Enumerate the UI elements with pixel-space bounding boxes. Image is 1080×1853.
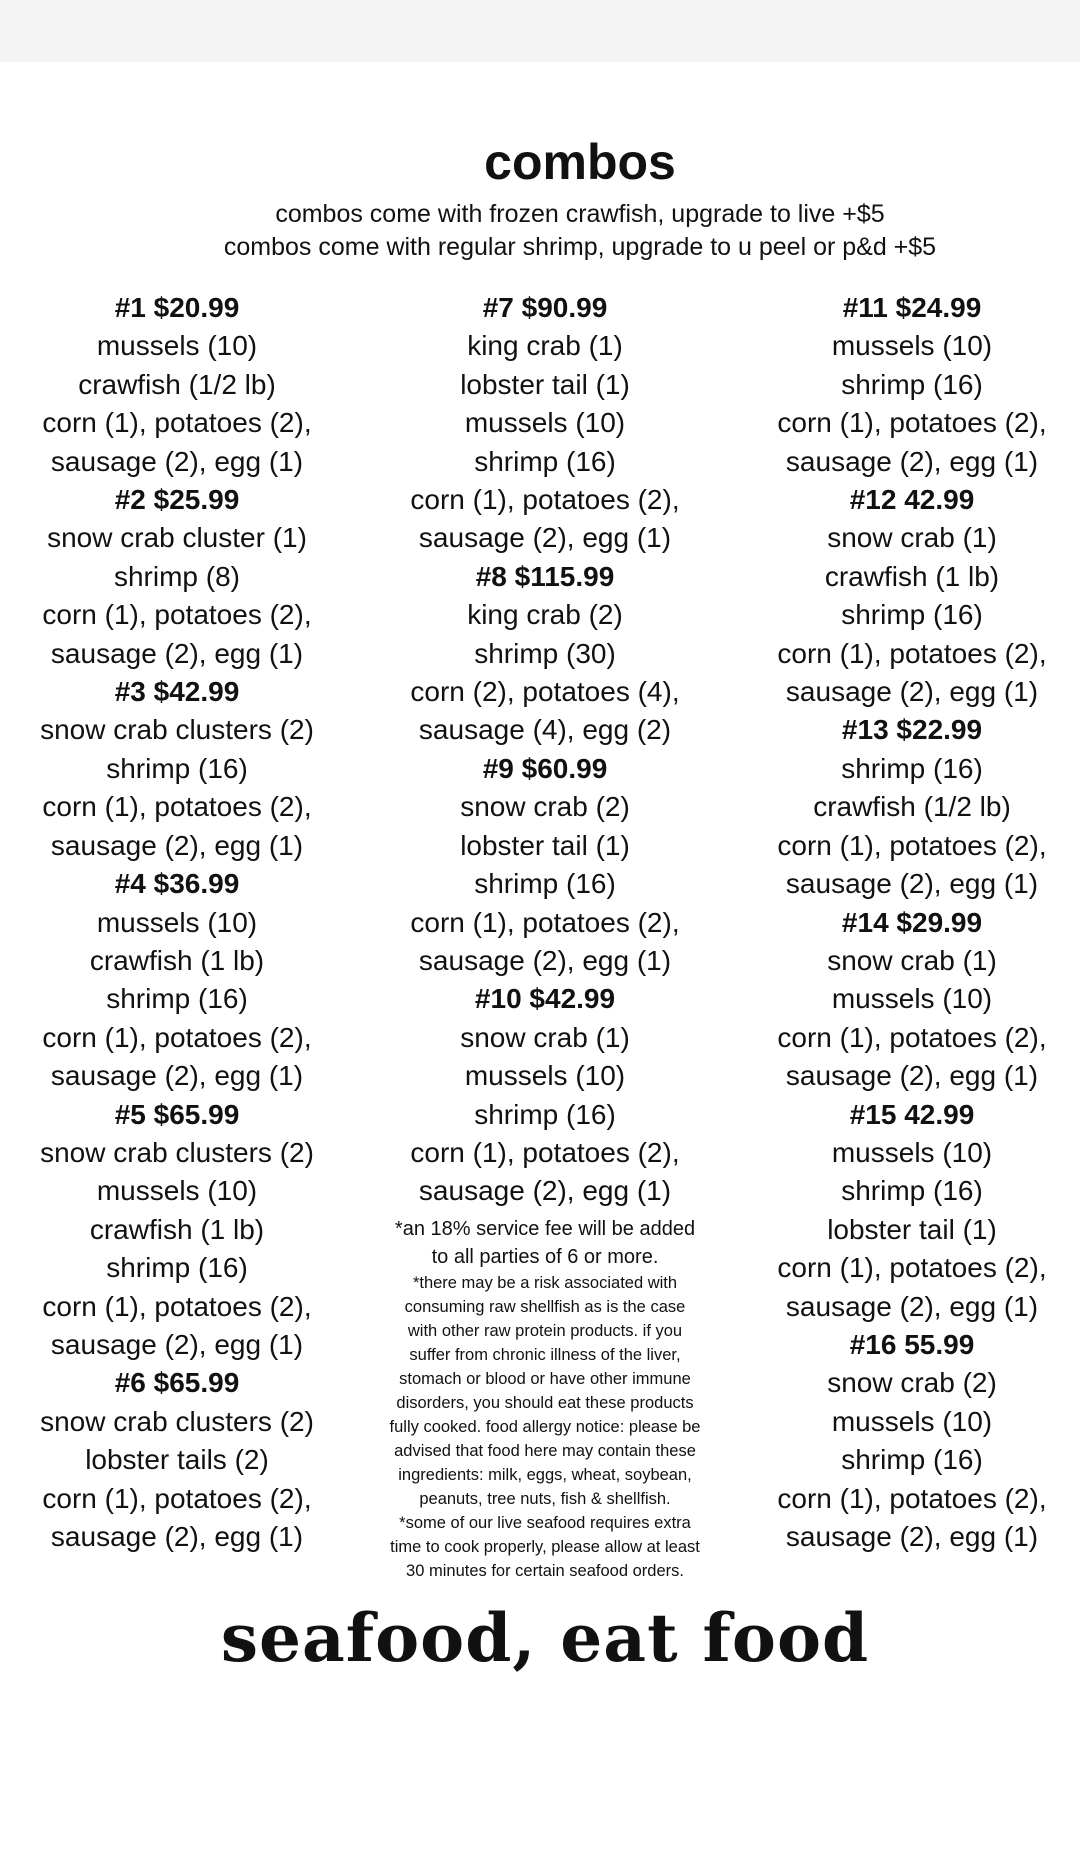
combo-title: #5 $65.99 [114,1098,240,1130]
combo-item: corn (1), potatoes (2), [777,1252,1047,1284]
combo-item: lobster tail (1) [460,368,630,400]
combo-item: shrimp (16) [106,983,248,1015]
combo-item: corn (1), potatoes (2), [42,791,312,823]
combo-item: mussels (10) [464,1060,626,1092]
combo-block [380,750,710,980]
combo-item: corn (1), potatoes (2), [777,637,1047,669]
combo-block [380,558,710,750]
combo-item: sausage (2), egg (1) [785,1521,1039,1552]
combo-title: #12 42.99 [849,484,975,516]
combo-title: #11 $24.99 [842,292,982,323]
combo-item: lobster tails (2) [85,1444,269,1476]
combo-item: crawfish (1 lb) [89,1213,265,1245]
combo-item: sausage (2), egg (1) [785,1290,1039,1322]
tagline: seafood, eat food [220,1599,870,1677]
combo-item: corn (1), potatoes (2), [42,1290,312,1322]
combo-item: sausage (2), egg (1) [785,1060,1039,1092]
combo-item: snow crab clusters (2) [40,1136,314,1168]
combo-title: #3 $42.99 [114,676,240,708]
combo-item: sausage (4), egg (2) [418,714,672,746]
combo-item: mussels (10) [96,906,258,938]
combo-item: king crab (1) [467,330,623,362]
combo-item: corn (1), potatoes (2), [777,829,1047,861]
middle-combo-list [380,289,710,1211]
combo-item: sausage (2), egg (1) [50,1328,304,1360]
combo-column-middle [380,289,710,1583]
combo-item: sausage (2), egg (1) [418,944,672,976]
combo-title: #8 $115.99 [475,560,615,592]
combo-item: sausage (2), egg (1) [785,445,1039,477]
combo-block [747,481,1077,711]
combo-block [380,289,710,558]
combo-item: mussels (10) [831,1405,993,1437]
combo-item: mussels (10) [96,1175,258,1207]
combo-item: sausage (2), egg (1) [50,1521,304,1552]
combo-item: shrimp (30) [474,637,616,669]
combo-block [747,904,1077,1096]
combo-block [380,980,710,1210]
combo-item: mussels (10) [464,407,626,439]
combo-title: #2 $25.99 [114,484,240,516]
combo-item: corn (2), potatoes (4), [410,676,680,708]
combo-item: shrimp (16) [841,1444,983,1476]
combo-item: corn (1), potatoes (2), [42,1482,312,1514]
top-bar [0,0,1080,62]
combo-block [747,711,1077,903]
combo-item: sausage (2), egg (1) [785,868,1039,900]
combo-item: shrimp (16) [841,752,983,784]
combo-item: mussels (10) [831,983,993,1015]
combo-block [12,289,342,481]
combo-item: corn (1), potatoes (2), [777,1482,1047,1514]
combo-title: #10 $42.99 [474,983,616,1015]
combo-title: #15 42.99 [849,1098,975,1130]
combo-item: snow crab clusters (2) [40,714,314,746]
combo-item: corn (1), potatoes (2), [42,1021,312,1053]
combo-item: sausage (2), egg (1) [418,522,672,554]
combo-item: sausage (2), egg (1) [50,829,304,861]
combo-block [12,865,342,1095]
combo-item: crawfish (1/2 lb) [78,368,276,400]
combo-item: shrimp (16) [841,368,983,400]
combo-title: #6 $65.99 [114,1367,240,1399]
page-title: combos [484,134,676,190]
menu-notes [380,1215,710,1583]
combo-item: corn (1), potatoes (2), [777,407,1047,439]
combo-item: sausage (2), egg (1) [50,445,304,477]
combo-item: sausage (2), egg (1) [785,676,1039,708]
combo-item: corn (1), potatoes (2), [777,1021,1047,1053]
combo-item: corn (1), potatoes (2), [410,484,680,516]
combo-item: shrimp (16) [106,752,248,784]
combo-item: lobster tail (1) [460,829,630,861]
combo-block [12,481,342,673]
cook-time-note: *some of our live seafood requires extra time to cook properly, please allow at least 30 minutes for certain seafood orders. [390,1513,700,1580]
combo-title: #13 $22.99 [841,714,983,746]
combo-title: #9 $60.99 [482,752,608,784]
combo-item: sausage (2), egg (1) [418,1175,672,1207]
combo-item: crawfish (1/2 lb) [813,791,1011,823]
combo-item: shrimp (16) [106,1252,248,1284]
combo-title: #16 55.99 [849,1328,975,1360]
crawfish-upgrade-note: combos come with frozen crawfish, upgrade to live +$5 [275,200,885,228]
combo-title: #4 $36.99 [114,868,240,900]
combo-item: corn (1), potatoes (2), [42,407,312,439]
combo-item: sausage (2), egg (1) [50,1060,304,1092]
combo-item: snow crab (2) [827,1367,997,1399]
service-fee-note: *an 18% service fee will be added to all parties of 6 or more. [394,1217,696,1268]
combo-item: snow crab clusters (2) [40,1405,314,1437]
raw-shellfish-warning: *there may be a risk associated with consuming raw shellfish as is the case with other raw protein products. if you suffer from chronic illness of the liver, stomach or blood or have other immune disorders, you should eat these products fully cooked. food allergy notice: please be advised that food here may contain these ingredients: milk, eggs, wheat, soybean, peanuts, tree nuts, fish & shellfish. [389,1273,701,1508]
combo-title: #1 $20.99 [114,292,240,323]
combo-item: crawfish (1 lb) [89,944,265,976]
combo-item: mussels (10) [96,330,258,362]
combo-title: #7 $90.99 [482,292,608,323]
combo-item: mussels (10) [831,330,993,362]
combo-item: king crab (2) [467,599,623,631]
combo-item: snow crab (1) [827,944,997,976]
combo-column-right [747,289,1077,1556]
combo-block [12,673,342,865]
combo-column-left [12,289,342,1556]
combo-item: shrimp (16) [474,445,616,477]
combo-item: shrimp (16) [841,1175,983,1207]
combo-item: shrimp (16) [474,868,616,900]
combo-item: snow crab cluster (1) [47,522,307,554]
combo-item: sausage (2), egg (1) [50,637,304,669]
combo-block [747,1326,1077,1556]
combo-item: shrimp (16) [474,1098,616,1130]
shrimp-upgrade-note: combos come with regular shrimp, upgrade to u peel or p&d +$5 [223,233,937,261]
combo-item: crawfish (1 lb) [824,560,1000,592]
combo-item: lobster tail (1) [827,1213,997,1245]
combo-title: #14 $29.99 [841,906,983,938]
combo-block [12,1364,342,1556]
combo-block [12,1096,342,1365]
combo-item: corn (1), potatoes (2), [410,1136,680,1168]
combo-item: shrimp (16) [841,599,983,631]
combo-item: snow crab (2) [460,791,630,823]
combo-item: corn (1), potatoes (2), [410,906,680,938]
combo-item: mussels (10) [831,1136,993,1168]
combo-block [747,289,1077,481]
combo-item: snow crab (1) [460,1021,630,1053]
combo-block [747,1096,1077,1326]
combo-item: snow crab (1) [827,522,997,554]
combo-item: shrimp (8) [113,560,240,592]
combo-item: corn (1), potatoes (2), [42,599,312,631]
